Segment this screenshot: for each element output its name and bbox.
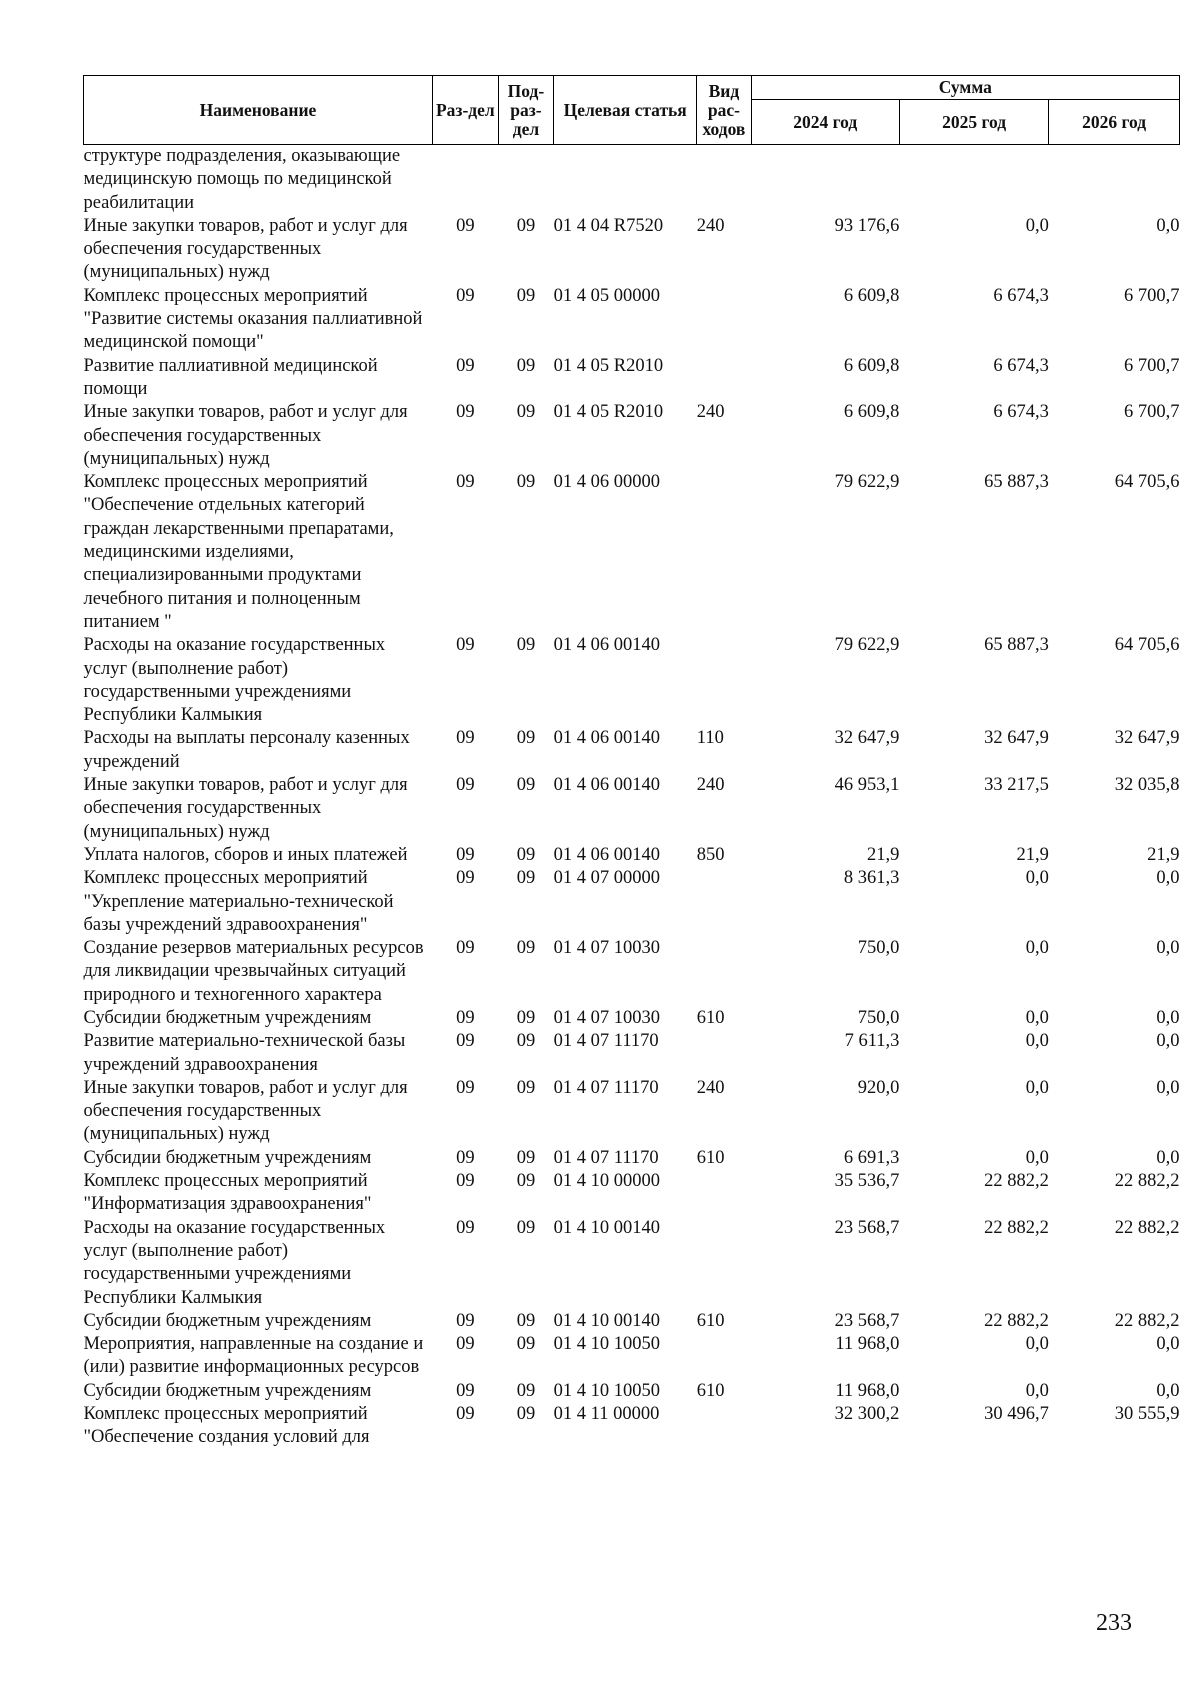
cell-podrazdel: 09 — [516, 1171, 536, 1192]
cell-podrazdel: 09 — [516, 1310, 536, 1331]
cell-podrazdel: 09 — [516, 1380, 536, 1401]
cell-name: Иные закупки товаров, работ и услуг для обеспечения государственных (муниципальных) нужд — [83, 402, 408, 469]
cell-code: 01 4 06 00140 — [553, 728, 660, 749]
cell-2025: 0,0 — [1025, 938, 1049, 959]
table-row — [84, 727, 1180, 774]
cell-2024: 21,9 — [867, 844, 900, 865]
cell-2025: 21,9 — [1016, 844, 1049, 865]
cell-name: Развитие паллиативной медицинской помощи — [83, 355, 378, 399]
cell-2026: 22 882,2 — [1114, 1217, 1180, 1238]
cell-2025: 22 882,2 — [984, 1310, 1049, 1331]
cell-vid: 240 — [696, 1077, 725, 1098]
cell-code: 01 4 10 10050 — [553, 1334, 660, 1355]
header-celevaya: Целевая статья — [554, 76, 697, 145]
cell-2025: 65 887,3 — [984, 635, 1049, 656]
cell-vid — [697, 1333, 751, 1380]
cell-2025: 0,0 — [1025, 1077, 1049, 1098]
cell-razdel: 09 — [456, 775, 475, 796]
cell-razdel: 09 — [456, 472, 475, 493]
cell-2025: 0,0 — [1025, 215, 1049, 236]
cell-podrazdel — [498, 145, 553, 215]
cell-2024: 23 568,7 — [834, 1217, 900, 1238]
cell-2026: 64 705,6 — [1114, 472, 1180, 493]
cell-2025: 65 887,3 — [984, 472, 1049, 493]
cell-razdel: 09 — [456, 1334, 475, 1355]
cell-vid: 240 — [696, 215, 725, 236]
cell-2025: 0,0 — [1025, 1007, 1049, 1028]
cell-2025: 0,0 — [1025, 868, 1049, 889]
cell-razdel: 09 — [456, 285, 475, 306]
cell-code: 01 4 10 10050 — [553, 1380, 660, 1401]
cell-razdel: 09 — [456, 1217, 475, 1238]
cell-2026: 0,0 — [1156, 1007, 1180, 1028]
cell-2026: 0,0 — [1156, 215, 1180, 236]
cell-2026: 0,0 — [1156, 1077, 1180, 1098]
cell-name: Развитие материально-технической базы учреждений здравоохранения — [83, 1031, 406, 1075]
table-row — [84, 215, 1180, 285]
table-row — [84, 355, 1180, 402]
cell-2026: 0,0 — [1156, 1147, 1180, 1168]
table-row — [84, 937, 1180, 1007]
cell-2026: 0,0 — [1156, 938, 1180, 959]
table-row — [84, 1217, 1180, 1310]
cell-vid: 610 — [696, 1380, 725, 1401]
cell-2025: 0,0 — [1025, 1031, 1049, 1052]
cell-2026: 6 700,7 — [1124, 285, 1180, 306]
cell-razdel: 09 — [456, 868, 475, 889]
cell-2026: 32 647,9 — [1114, 728, 1180, 749]
cell-razdel: 09 — [456, 844, 475, 865]
cell-code: 01 4 10 00000 — [553, 1171, 660, 1192]
cell-name: Иные закупки товаров, работ и услуг для обеспечения государственных (муниципальных) нужд — [83, 1077, 408, 1145]
header-2025: 2025 год — [899, 100, 1048, 145]
cell-name: Создание резервов материальных ресурсов для ликвидации чрезвычайных ситуаций природного и техногенного характера — [83, 938, 424, 1005]
cell-code: 01 4 05 R2010 — [553, 355, 664, 376]
cell-2024: 46 953,1 — [834, 775, 900, 796]
cell-2026: 6 700,7 — [1124, 355, 1180, 376]
cell-code: 01 4 06 00140 — [553, 844, 660, 865]
cell-2026: 0,0 — [1156, 1031, 1180, 1052]
cell-razdel: 09 — [456, 1310, 475, 1331]
table-row — [84, 1007, 1180, 1030]
cell-2024: 79 622,9 — [834, 472, 900, 493]
cell-2024: 6 609,8 — [843, 285, 900, 306]
cell-code: 01 4 06 00000 — [553, 472, 660, 493]
table-row — [84, 1380, 1180, 1403]
cell-2024 — [751, 145, 899, 215]
cell-vid: 240 — [696, 402, 725, 423]
cell-code: 01 4 06 00140 — [553, 775, 660, 796]
cell-name: Уплата налогов, сборов и иных платежей — [83, 844, 408, 865]
cell-razdel: 09 — [456, 728, 475, 749]
cell-vid: 610 — [696, 1147, 725, 1168]
table-row — [84, 145, 1180, 215]
cell-name: Субсидии бюджетным учреждениям — [83, 1310, 372, 1331]
cell-vid: 610 — [696, 1007, 725, 1028]
cell-2025: 0,0 — [1025, 1380, 1049, 1401]
page-number: 233 — [1096, 1610, 1132, 1636]
cell-vid — [697, 634, 751, 727]
cell-podrazdel: 09 — [516, 285, 536, 306]
table-row — [84, 1333, 1180, 1380]
cell-vid — [697, 285, 751, 355]
cell-razdel: 09 — [456, 402, 475, 423]
cell-2025: 0,0 — [1025, 1334, 1049, 1355]
header-vid: Вид рас-ходов — [697, 76, 751, 145]
cell-code: 01 4 04 R7520 — [553, 215, 664, 236]
cell-podrazdel: 09 — [516, 1031, 536, 1052]
cell-podrazdel: 09 — [516, 402, 536, 423]
budget-table — [83, 75, 1180, 1450]
cell-name: Субсидии бюджетным учреждениям — [83, 1007, 372, 1028]
cell-2025 — [899, 145, 1048, 215]
cell-2025: 6 674,3 — [993, 285, 1049, 306]
cell-code: 01 4 10 00140 — [553, 1310, 660, 1331]
cell-name: Иные закупки товаров, работ и услуг для обеспечения государственных (муниципальных) нужд — [83, 215, 408, 283]
cell-2026: 0,0 — [1156, 868, 1180, 889]
cell-name: Субсидии бюджетным учреждениям — [83, 1380, 372, 1401]
cell-podrazdel: 09 — [516, 1404, 536, 1425]
header-2024: 2024 год — [751, 100, 899, 145]
cell-2025: 30 496,7 — [984, 1404, 1049, 1425]
cell-name: Комплекс процессных мероприятий "Обеспечение создания условий для — [83, 1404, 370, 1448]
cell-vid: 850 — [696, 844, 725, 865]
cell-code: 01 4 07 10030 — [553, 938, 660, 959]
cell-code: 01 4 11 00000 — [553, 1404, 660, 1425]
cell-podrazdel: 09 — [516, 1334, 536, 1355]
cell-2025: 32 647,9 — [984, 728, 1049, 749]
cell-2024: 7 611,3 — [844, 1031, 900, 1052]
cell-vid: 610 — [696, 1310, 725, 1331]
header-podrazdel: Под-раз-дел — [498, 76, 553, 145]
cell-2024: 11 968,0 — [835, 1380, 900, 1401]
cell-podrazdel: 09 — [516, 728, 536, 749]
cell-name: Расходы на оказание государственных услуг (выполнение работ) государственными учреждениями Республики Калмыкия — [83, 1217, 386, 1308]
cell-vid — [697, 867, 751, 937]
cell-2025: 33 217,5 — [984, 775, 1049, 796]
cell-razdel — [432, 145, 498, 215]
header-summa: Сумма — [751, 76, 1179, 100]
cell-name: Комплекс процессных мероприятий "Обеспечение отдельных категорий граждан лекарственными препаратами, медицинскими изделиями, специализированными продуктами лечебного питания и полноценным питанием " — [83, 472, 394, 632]
table-row — [84, 471, 1180, 634]
cell-2026: 0,0 — [1156, 1334, 1180, 1355]
cell-razdel: 09 — [456, 1077, 475, 1098]
cell-razdel: 09 — [456, 1404, 475, 1425]
cell-2025: 0,0 — [1025, 1147, 1049, 1168]
cell-code: 01 4 05 00000 — [553, 285, 660, 306]
cell-2024: 23 568,7 — [834, 1310, 900, 1331]
cell-2025: 6 674,3 — [993, 355, 1049, 376]
cell-2025: 6 674,3 — [993, 402, 1049, 423]
cell-podrazdel: 09 — [516, 215, 536, 236]
cell-razdel: 09 — [456, 938, 475, 959]
cell-code: 01 4 07 11170 — [553, 1031, 659, 1052]
header-name: Наименование — [84, 76, 433, 145]
cell-podrazdel: 09 — [516, 938, 536, 959]
cell-name: структуре подразделения, оказывающие медицинскую помощь по медицинской реабилитации — [83, 146, 401, 213]
cell-name: Расходы на оказание государственных услуг (выполнение работ) государственными учреждениями Республики Калмыкия — [83, 635, 386, 726]
cell-podrazdel: 09 — [516, 635, 536, 656]
cell-code: 01 4 07 10030 — [553, 1007, 660, 1028]
cell-2024: 6 609,8 — [843, 402, 900, 423]
cell-2024: 93 176,6 — [834, 215, 900, 236]
cell-code: 01 4 07 00000 — [553, 868, 660, 889]
cell-2026: 30 555,9 — [1114, 1404, 1180, 1425]
header-razdel: Раз-дел — [432, 76, 498, 145]
table-row — [84, 1170, 1180, 1217]
cell-2024: 11 968,0 — [835, 1334, 900, 1355]
cell-2024: 35 536,7 — [834, 1171, 900, 1192]
table-row — [84, 634, 1180, 727]
cell-2026: 6 700,7 — [1124, 402, 1180, 423]
table-row — [84, 1403, 1180, 1450]
table-row — [84, 844, 1180, 867]
cell-name: Комплекс процессных мероприятий "Укрепление материально-технической базы учреждений здравоохранения" — [83, 868, 394, 935]
cell-name: Комплекс процессных мероприятий "Информатизация здравоохранения" — [83, 1171, 372, 1215]
table-row — [84, 1147, 1180, 1170]
cell-vid — [697, 937, 751, 1007]
table-row — [84, 867, 1180, 937]
cell-2024: 920,0 — [857, 1077, 900, 1098]
cell-vid — [697, 1030, 751, 1077]
cell-razdel: 09 — [456, 215, 475, 236]
cell-2024: 6 609,8 — [843, 355, 900, 376]
cell-2024: 32 647,9 — [834, 728, 900, 749]
cell-podrazdel: 09 — [516, 1077, 536, 1098]
table-row — [84, 285, 1180, 355]
cell-2025: 22 882,2 — [984, 1217, 1049, 1238]
cell-vid — [697, 145, 751, 215]
cell-2026: 32 035,8 — [1114, 775, 1180, 796]
table-row — [84, 1310, 1180, 1333]
cell-code: 01 4 07 11170 — [553, 1077, 659, 1098]
cell-name: Иные закупки товаров, работ и услуг для обеспечения государственных (муниципальных) нужд — [83, 775, 408, 842]
cell-code — [554, 145, 697, 215]
cell-name: Расходы на выплаты персоналу казенных учреждений — [83, 728, 410, 772]
cell-razdel: 09 — [456, 355, 475, 376]
cell-2026: 0,0 — [1156, 1380, 1180, 1401]
cell-2024: 32 300,2 — [834, 1404, 900, 1425]
cell-2026: 22 882,2 — [1114, 1310, 1180, 1331]
table-header — [84, 76, 1180, 145]
cell-2024: 750,0 — [857, 938, 900, 959]
cell-2024: 6 691,3 — [843, 1147, 900, 1168]
cell-podrazdel: 09 — [516, 844, 536, 865]
cell-vid — [697, 1403, 751, 1450]
cell-razdel: 09 — [456, 1007, 475, 1028]
cell-name: Комплекс процессных мероприятий "Развитие системы оказания паллиативной медицинской помощи" — [83, 285, 423, 353]
cell-podrazdel: 09 — [516, 868, 536, 889]
cell-razdel: 09 — [456, 635, 475, 656]
cell-code: 01 4 06 00140 — [553, 635, 660, 656]
cell-podrazdel: 09 — [516, 472, 536, 493]
cell-vid: 240 — [696, 775, 725, 796]
cell-podrazdel: 09 — [516, 1217, 536, 1238]
table-row — [84, 1030, 1180, 1077]
cell-2025: 22 882,2 — [984, 1171, 1049, 1192]
cell-podrazdel: 09 — [516, 1147, 536, 1168]
cell-name: Мероприятия, направленные на создание и (или) развитие информационных ресурсов — [83, 1334, 424, 1378]
cell-2026: 22 882,2 — [1114, 1171, 1180, 1192]
cell-razdel: 09 — [456, 1171, 475, 1192]
cell-2026: 64 705,6 — [1114, 635, 1180, 656]
cell-name: Субсидии бюджетным учреждениям — [83, 1147, 372, 1168]
table-body — [84, 145, 1180, 1450]
cell-razdel: 09 — [456, 1031, 475, 1052]
table-row — [84, 401, 1180, 471]
cell-podrazdel: 09 — [516, 775, 536, 796]
cell-2024: 8 361,3 — [843, 868, 900, 889]
cell-razdel: 09 — [456, 1147, 475, 1168]
cell-2024: 79 622,9 — [834, 635, 900, 656]
cell-vid — [697, 471, 751, 634]
cell-code: 01 4 05 R2010 — [553, 402, 664, 423]
table-row — [84, 1077, 1180, 1147]
cell-vid — [697, 1170, 751, 1217]
cell-2026 — [1049, 145, 1180, 215]
cell-code: 01 4 07 11170 — [553, 1147, 659, 1168]
cell-podrazdel: 09 — [516, 355, 536, 376]
cell-razdel: 09 — [456, 1380, 475, 1401]
header-2026: 2026 год — [1049, 100, 1180, 145]
cell-vid — [697, 1217, 751, 1310]
cell-vid: 110 — [696, 728, 724, 749]
cell-2024: 750,0 — [857, 1007, 900, 1028]
cell-code: 01 4 10 00140 — [553, 1217, 660, 1238]
cell-vid — [697, 355, 751, 402]
table-row — [84, 774, 1180, 844]
cell-2026: 21,9 — [1147, 844, 1180, 865]
cell-podrazdel: 09 — [516, 1007, 536, 1028]
